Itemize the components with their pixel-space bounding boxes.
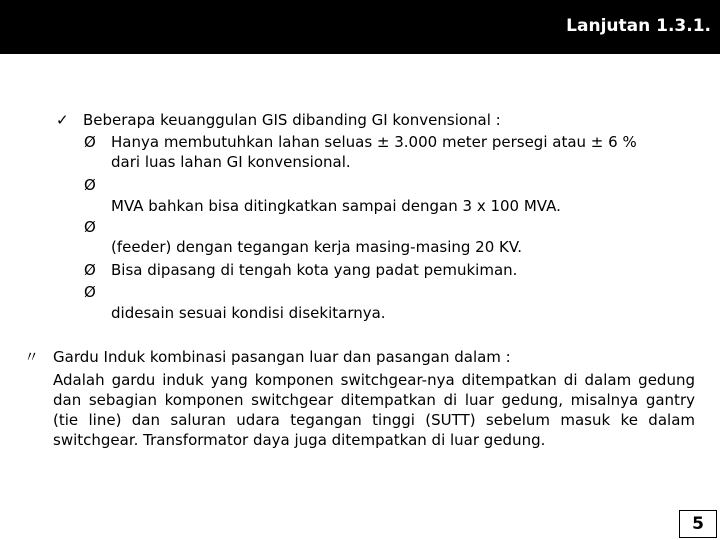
section1-heading: Beberapa keuanggulan GIS dibanding GI konvensional :	[83, 111, 501, 129]
arrow-bullet-icon: Ø	[84, 283, 96, 301]
section2-bullet-icon: 〃	[24, 348, 40, 366]
arrow-bullet-icon: Ø	[84, 218, 96, 236]
list-item-1-line2: dari luas lahan GI konvensional.	[111, 153, 351, 171]
slide-title: Lanjutan 1.3.1.	[566, 16, 711, 36]
arrow-bullet-icon: Ø	[84, 261, 96, 279]
checkmark-icon: ✓	[56, 111, 69, 129]
list-item-4-line1: Bisa dipasang di tengah kota yang padat pemukiman.	[111, 261, 518, 279]
list-item-2-line2: MVA bahkan bisa ditingkatkan sampai dengan 3 x 100 MVA.	[111, 197, 561, 215]
section2-heading: Gardu Induk kombinasi pasangan luar dan pasangan dalam :	[53, 348, 511, 366]
arrow-bullet-icon: Ø	[84, 176, 96, 194]
list-item-5-line2: didesain sesuai kondisi disekitarnya.	[111, 304, 386, 322]
arrow-bullet-icon: Ø	[84, 133, 96, 151]
header-bar	[0, 0, 720, 54]
section2-paragraph: Adalah gardu induk yang komponen switchgear-nya ditempatkan di dalam gedung dan sebagian komponen switchgear ditempatkan di luar gedung, misalnya gantry (tie line) dan saluran udara tegangan tinggi (SUTT) sebelum masuk ke dalam switchgear. Transformator daya juga ditempatkan di luar gedung.	[53, 371, 695, 449]
page-number: 5	[679, 510, 717, 538]
list-item-1-line1: Hanya membutuhkan lahan seluas ± 3.000 meter persegi atau ± 6 %	[111, 133, 637, 151]
list-item-3-line2: (feeder) dengan tegangan kerja masing-masing 20 KV.	[111, 238, 522, 256]
